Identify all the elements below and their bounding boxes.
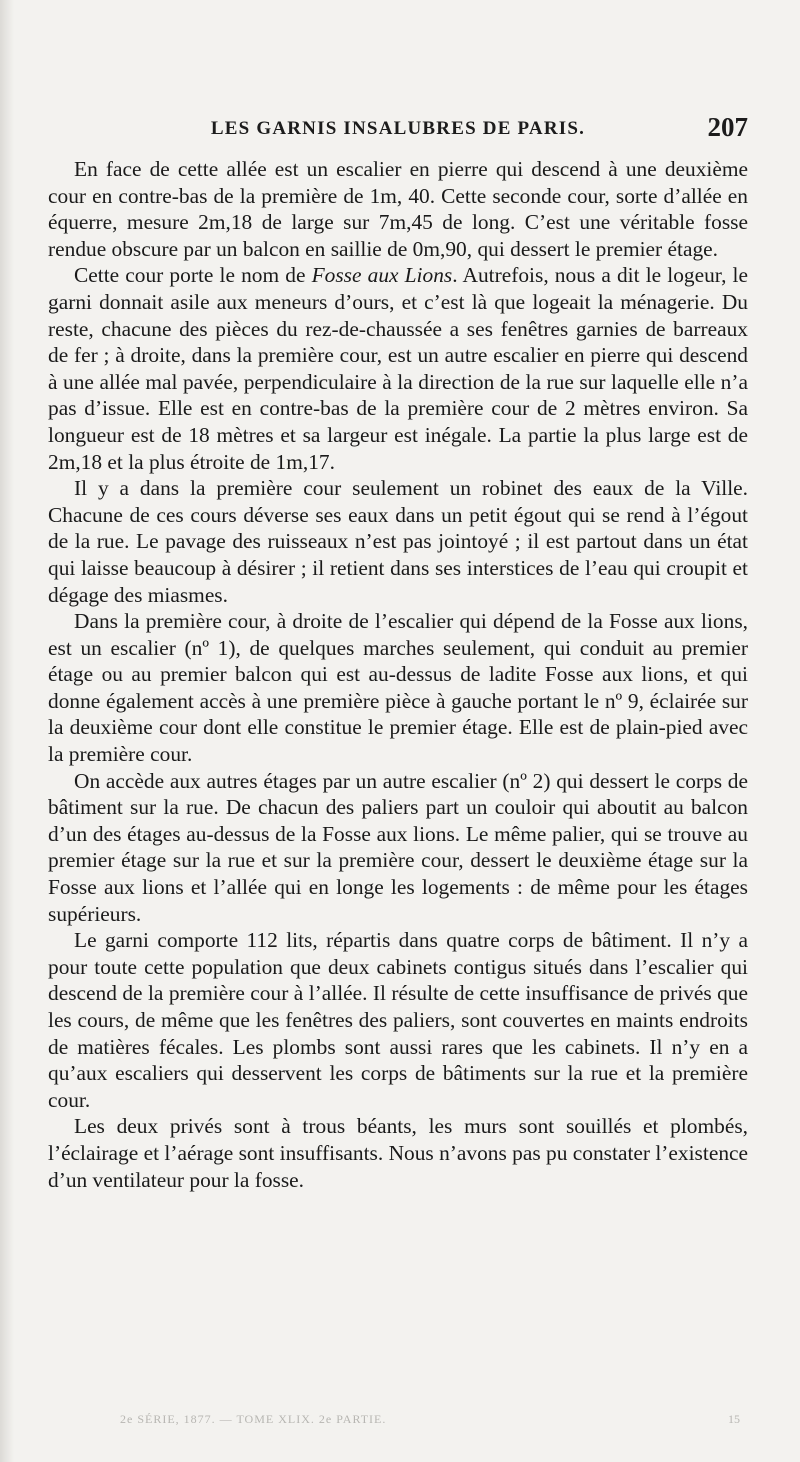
body-text	[48, 156, 748, 1193]
page-footer	[120, 1412, 740, 1428]
paragraph	[48, 262, 748, 475]
paragraph: En face de cette allée est un escalier en pierre qui descend à une deuxième cour en contre-bas de la première de 1m, 40. Cette seconde cour, sorte d’allée en équerre, mesure 2m,18 de large sur 7m,45 de long. C’est une véritable fosse rendue obscure par un balcon en saillie de 0m,90, qui dessert le premier étage.	[48, 157, 748, 261]
paragraph-text: . Autrefois, nous a dit le logeur, le garni donnait asile aux meneurs d’ours, et c’est là que logeait la ménagerie. Du reste, chacune des pièces du rez-de-chaussée a ses fenêtres garnies de barreaux de fer ; à droite, dans la première cour, est un autre escalier en pierre qui descend à une allée mal pavée, perpendiculaire à la direction de la rue sur laquelle elle n’a pas d’issue. Elle est en contre-bas de la première cour de 2 mètres environ. Sa longueur est de 18 mètres et sa largeur est inégale. La partie la plus large est de 2m,18 et la plus étroite de 1m,17.	[48, 263, 748, 474]
page-gutter-shadow	[0, 0, 14, 1462]
sheet-number: 15	[728, 1412, 740, 1426]
paragraph: On accède aux autres étages par un autre escalier (nº 2) qui dessert le corps de bâtiment sur la rue. De chacun des paliers part un couloir qui aboutit au balcon d’un des étages au-dessus de la Fosse aux lions. Le même palier, qui se trouve au premier étage sur la rue et sur la première cour, dessert le deuxième étage sur la Fosse aux lions et l’allée qui en longe les logements : de même pour les étages supérieurs.	[48, 768, 748, 926]
italic-term: Fosse aux Lions	[311, 263, 453, 288]
page-number: 207	[707, 112, 748, 142]
paragraph: Il y a dans la première cour seulement un robinet des eaux de la Ville. Chacune de ces cours déverse ses eaux dans un petit égout qui se rend à l’égout de la rue. Le pavage des ruisseaux n’est pas jointoyé ; il est partout dans un état qui laisse beaucoup à désirer ; il retient dans ses interstices de l’eau qui croupit et dégage des miasmes.	[48, 476, 748, 607]
printer-signature: 2e SÉRIE, 1877. — TOME XLIX. 2e PARTIE.	[120, 1412, 387, 1426]
running-title: LES GARNIS INSALUBRES DE PARIS.	[210, 118, 586, 139]
paragraph: Dans la première cour, à droite de l’escalier qui dépend de la Fosse aux lions, est un escalier (nº 1), de quelques marches seulement, qui conduit au premier étage ou au premier balcon qui est au-dessus de ladite Fosse aux lions, et qui donne également accès à une première pièce à gauche portant le nº 9, éclairée sur la deuxième cour dont elle constitue le premier étage. Elle est de plain-pied avec la première cour.	[48, 609, 748, 767]
page-header	[48, 112, 748, 152]
paragraph: Le garni comporte 112 lits, répartis dans quatre corps de bâtiment. Il n’y a pour toute cette population que deux cabinets contigus situés dans l’escalier qui descend de la première cour à l’allée. Il résulte de cette insuffisance de privés que les cours, de même que les fenêtres des paliers, sont couvertes en maints endroits de matières fécales. Les plombs sont aussi rares que les cabinets. Il n’y en a qu’aux escaliers qui desservent les corps de bâtiments sur la rue et la première cour.	[48, 928, 748, 1112]
paragraph-text: Cette cour porte le nom de	[74, 263, 312, 288]
paragraph: Les deux privés sont à trous béants, les murs sont souillés et plombés, l’éclairage et l’aérage sont insuffisants. Nous n’avons pas pu constater l’existence d’un ventilateur pour la fosse.	[48, 1114, 748, 1192]
